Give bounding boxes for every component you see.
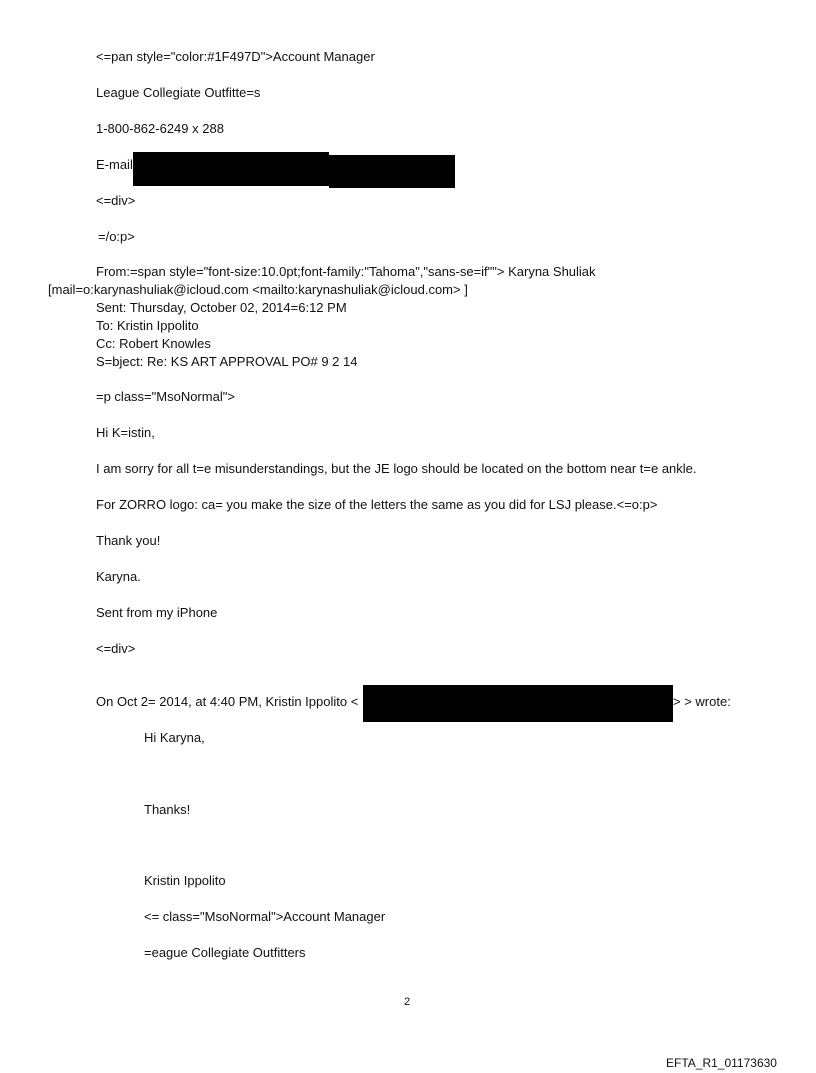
- quoted-on-line-prefix: On Oct 2= 2014, at 4:40 PM, Kristin Ippolito <: [96, 694, 359, 709]
- signature-company-line: League Collegiate Outfitte=s: [96, 85, 261, 100]
- page-number: 2: [404, 996, 411, 1008]
- body-name: Karyna.: [96, 569, 141, 584]
- signature-div-line: <=div>: [96, 193, 136, 208]
- header-to-line: To: Kristin Ippolito: [96, 318, 199, 333]
- quoted-title-line: <= class="MsoNormal">Account Manager: [144, 909, 386, 924]
- header-cc-line: Cc: Robert Knowles: [96, 336, 211, 351]
- quoted-company-line: =eague Collegiate Outfitters: [144, 945, 306, 960]
- bates-number: EFTA_R1_01173630: [666, 1056, 777, 1070]
- body-paragraph-1: I am sorry for all t=e misunderstandings, but the JE logo should be located on the bottom near t=e ankle.: [96, 461, 697, 476]
- header-sent-line: Sent: Thursday, October 02, 2014=6:12 PM: [96, 300, 347, 315]
- quoted-on-line-suffix: > > wrote:: [673, 694, 731, 709]
- signature-email-label: E-mail: [96, 157, 133, 172]
- redaction-email-a: [133, 152, 329, 186]
- body-paragraph-2: For ZORRO logo: ca= you make the size of the letters the same as you did for LSJ please.<=o:p>: [96, 497, 658, 512]
- signature-op-line: =/o:p>: [98, 229, 135, 244]
- quoted-name: Kristin Ippolito: [144, 873, 226, 888]
- quoted-thanks: Thanks!: [144, 802, 191, 817]
- body-greeting: Hi K=istin,: [96, 425, 155, 440]
- body-sent-from: Sent from my iPhone: [96, 605, 218, 620]
- signature-title-line: <=pan style="color:#1F497D">Account Manager: [96, 49, 375, 64]
- signature-phone-line: 1-800-862-6249 x 288: [96, 121, 224, 136]
- redaction-email-b: [329, 155, 455, 188]
- redaction-quoted-email: [363, 685, 673, 722]
- quoted-greeting: Hi Karyna,: [144, 730, 205, 745]
- body-p-class-line: =p class="MsoNormal">: [96, 389, 235, 404]
- body-div-line: <=div>: [96, 641, 136, 656]
- header-from-line: From:=span style="font-size:10.0pt;font-family:"Tahoma","sans-se=if""> Karyna Shuliak: [96, 264, 596, 279]
- header-subject-line: S=bject: Re: KS ART APPROVAL PO# 9 2 14: [96, 354, 358, 369]
- body-thanks: Thank you!: [96, 533, 161, 548]
- header-mail-line: [mail=o:karynashuliak@icloud.com <mailto:karynashuliak@icloud.com> ]: [48, 282, 468, 297]
